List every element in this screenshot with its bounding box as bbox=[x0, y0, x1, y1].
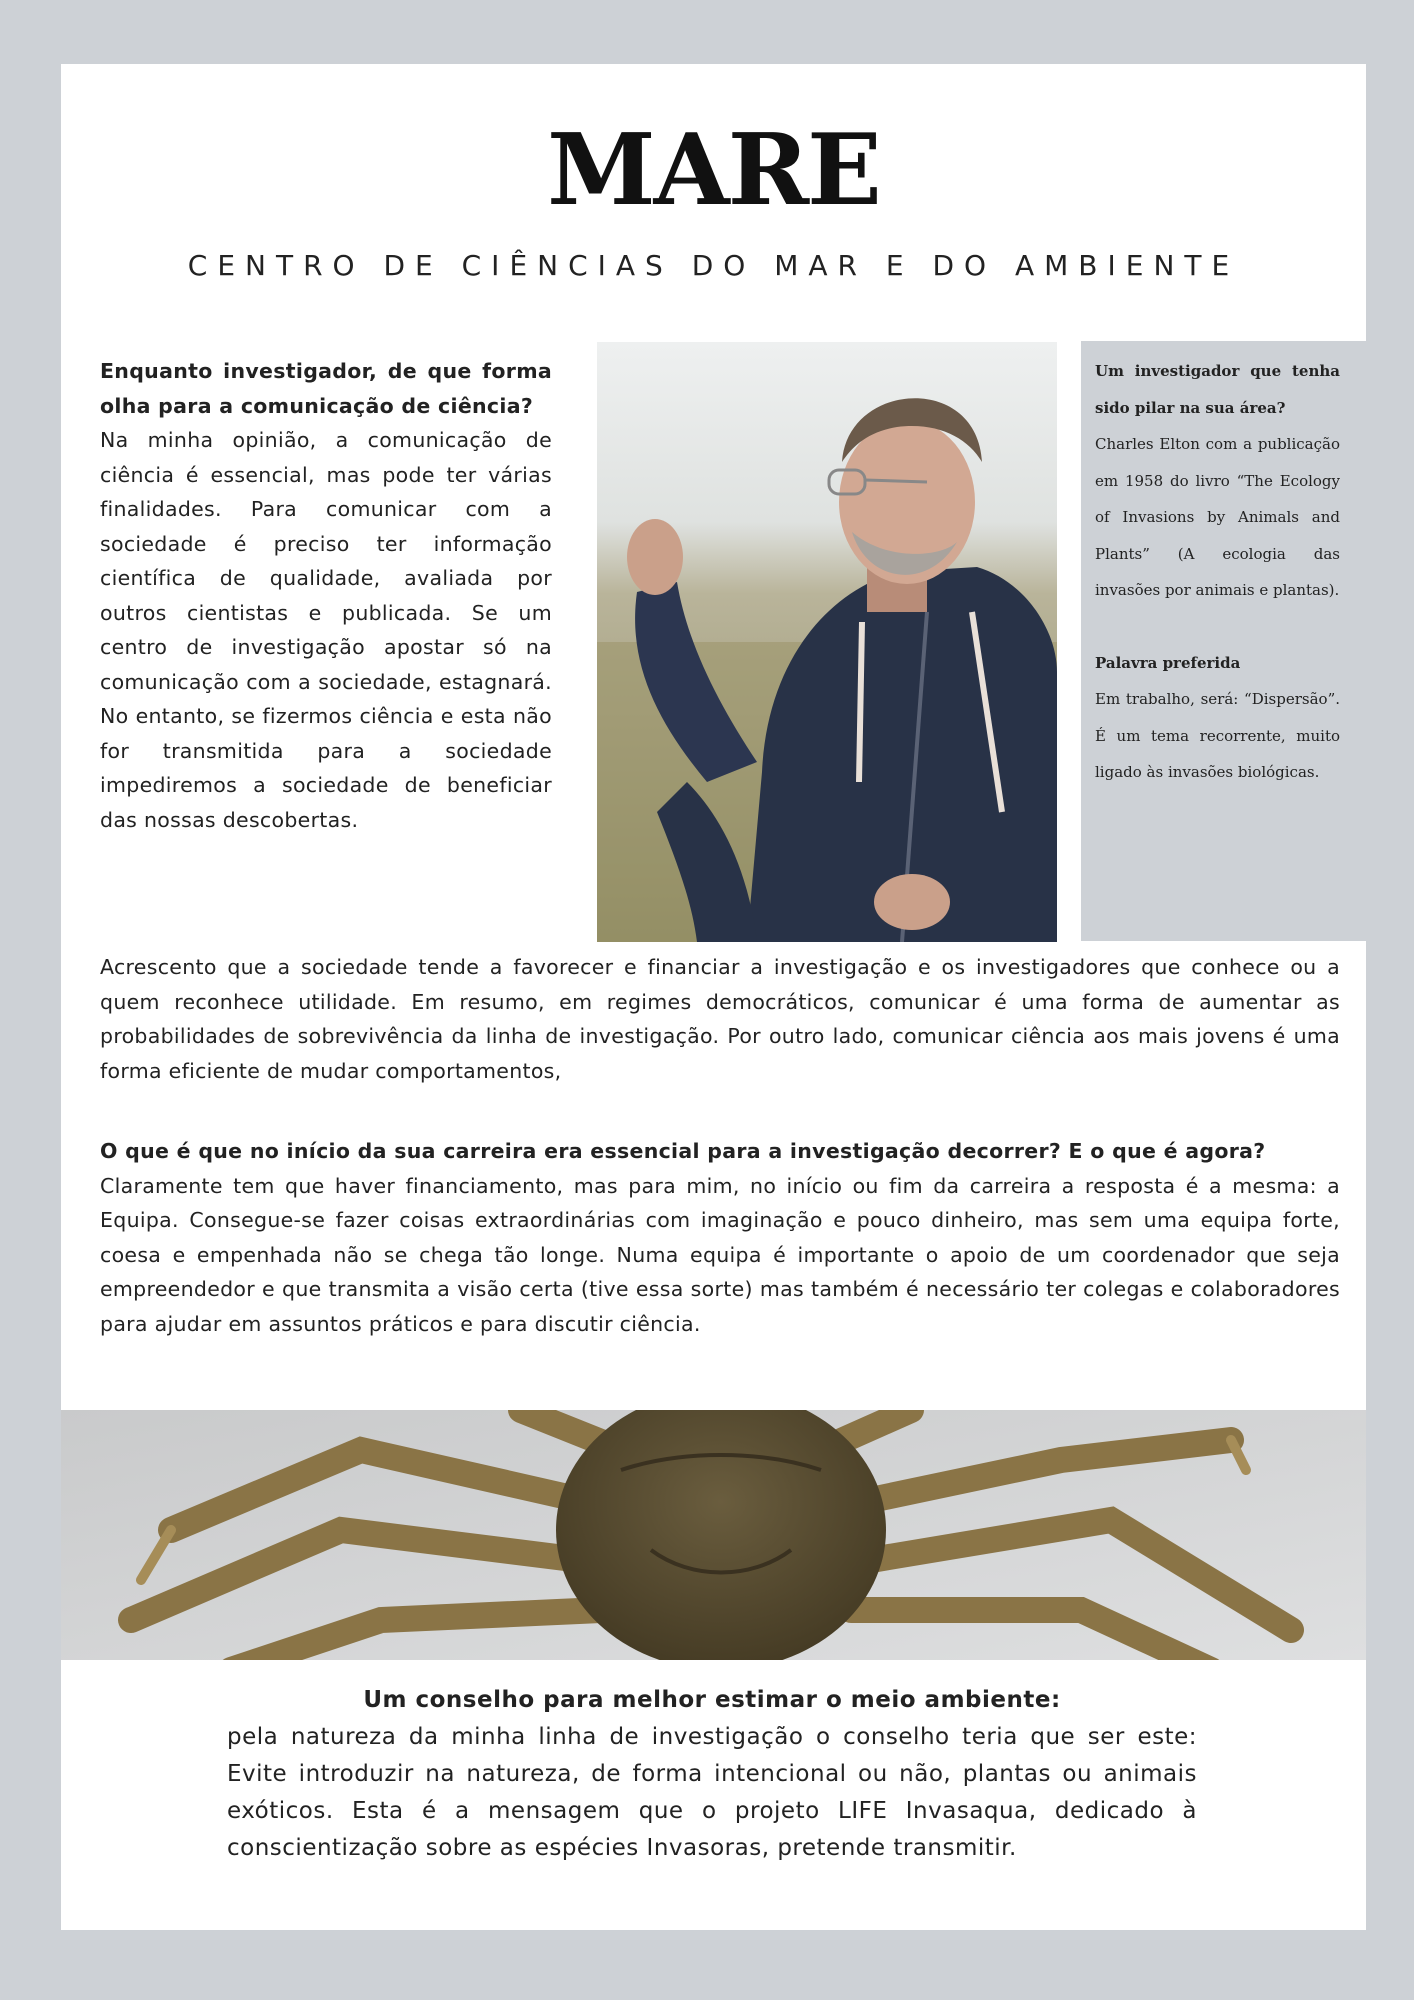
sidebar-text-2: Em trabalho, será: “Dispersão”. É um tema recorrente, muito ligado às invasões biológicas. bbox=[1095, 690, 1340, 781]
sidebar-heading-1: Um investigador que tenha sido pilar na sua área? bbox=[1095, 362, 1340, 417]
interview-q2 bbox=[100, 1134, 1340, 1341]
page bbox=[61, 64, 1366, 1930]
sidebar-text-1: Charles Elton com a publicação em 1958 do livro “The Ecology of Invasions by Animals and Plants” (A ecologia das invasões por animais e plantas). bbox=[1095, 435, 1340, 599]
answer-2: Claramente tem que haver financiamento, mas para mim, no início ou fim da carreira a resposta é a mesma: a Equipa. Consegue-se fazer coisas extraordinárias com imaginação e pouco dinheiro, mas sem uma equipa forte, coesa e empenhada não se chega tão longe. Numa equipa é importante o apoio de um coordenador que seja empreendedor e que transmita a visão certa (tive essa sorte) mas também é necessário ter colegas e colaboradores para ajudar em assuntos práticos e para discutir ciência. bbox=[100, 1173, 1340, 1336]
sidebar-box bbox=[1081, 341, 1366, 941]
question-1: Enquanto investigador, de que forma olha para a comunicação de ciência? bbox=[100, 359, 552, 418]
advice-section bbox=[227, 1682, 1197, 1867]
advice-text: pela natureza da minha linha de investigação o conselho teria que ser este: Evite introduzir na natureza, de forma intencional ou não, plantas ou animais exóticos. Esta é a mensagem que o projeto LIFE Invasaqua, dedicado à conscientização sobre as espécies Invasoras, pretende transmitir. bbox=[227, 1724, 1197, 1861]
sidebar-content bbox=[1095, 353, 1340, 791]
answer-1: Na minha opinião, a comunicação de ciência é essencial, mas pode ter várias finalidades. Para comunicar com a sociedade é preciso ter informação científica de qualidade, avaliada por outros cientistas e publicada. Se um centro de investigação apostar só na comunicação com a sociedade, estagnará. No entanto, se fizermos ciência e esta não for transmitida para a sociedade impediremos a sociedade de beneficiar das nossas descobertas. bbox=[100, 428, 552, 832]
advice-heading: Um conselho para melhor estimar o meio ambiente: bbox=[363, 1687, 1061, 1713]
researcher-photo bbox=[597, 342, 1057, 942]
masthead-subtitle: CENTRO DE CIÊNCIAS DO MAR E DO AMBIENTE bbox=[187, 249, 1240, 282]
sidebar-heading-2: Palavra preferida bbox=[1095, 653, 1241, 672]
masthead-title: MARE bbox=[547, 113, 880, 228]
crab-photo bbox=[61, 1410, 1366, 1660]
answer-1-continuation: Acrescento que a sociedade tende a favorecer e financiar a investigação e os investigadores que conhece ou a quem reconhece utilidade. Em resumo, em regimes democráticos, comunicar é uma forma de aumentar as probabilidades de sobrevivência da linha de investigação. Por outro lado, comunicar ciência aos mais jovens é uma forma eficiente de mudar comportamentos, bbox=[100, 955, 1340, 1083]
question-2: O que é que no início da sua carreira era essencial para a investigação decorrer? E o que é agora? bbox=[100, 1139, 1266, 1163]
interview-q1 bbox=[100, 354, 552, 837]
